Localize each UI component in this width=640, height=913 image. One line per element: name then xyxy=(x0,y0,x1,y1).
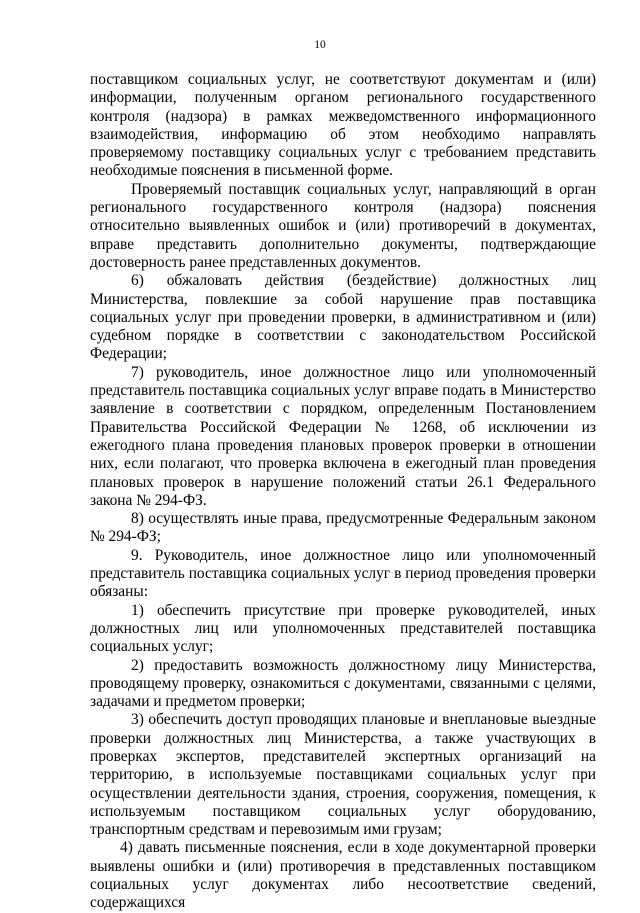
paragraph-duty-3: 3) обеспечить доступ проводящих плановые и внеплановые выездные проверки должностных лиц Министерства, а также участвующих в проверках экспертов, представителей экспертных организаций на территорию, в используемые поставщиками социальных услуг при осуществлении деятельности здания, строения, сооружения, помещения, к используемым поставщиком социальных услуг оборудованию, транспортным средствам и перевозимым ими грузам; xyxy=(90,711,596,839)
paragraph-explanations: Проверяемый поставщик социальных услуг, направляющий в орган регионального государственного контроля (надзора) пояснения относительно выявленных ошибок и (или) противоречий в документах, вправе представить дополнительно документы, подтверждающие достоверность ранее представленных документов. xyxy=(90,180,596,271)
paragraph-duty-4: 4) давать письменные пояснения, если в ходе документарной проверки выявлены ошибки и (или) противоречия в представленных поставщиком социальных услуг документах либо несоответствие сведений, содержащихся xyxy=(90,839,596,912)
paragraph-item-7: 7) руководитель, иное должностное лицо или уполномоченный представитель поставщика социальных услуг вправе подать в Министерство заявление в соответствии с порядком, определенным Постановлением Правительства Российской Федерации № 1268, об исключении из ежегодного плана проведения плановых проверок проверки в отношении них, если полагают, что проверка включена в ежегодный план проведения плановых проверок в нарушение положений статьи 26.1 Федерального закона № 294-ФЗ. xyxy=(90,363,596,509)
paragraph-duty-2: 2) предоставить возможность должностному лицу Министерства, проводящему проверку, ознакомиться с документами, связанными с целями, задачами и предметом проверки; xyxy=(90,656,596,711)
paragraph-continuation: поставщиком социальных услуг, не соответствуют документам и (или) информации, полученным органом регионального государственного контроля (надзора) в рамках межведомственного информационного взаимодействия, информацию об этом необходимо направлять проверяемому поставщику социальных услуг с требованием представить необходимые пояснения в письменной форме. xyxy=(90,71,596,180)
paragraph-item-6: 6) обжаловать действия (бездействие) должностных лиц Министерства, повлекшие за собой нарушение прав поставщика социальных услуг при проведении проверки, в административном и (или) судебном порядке в соответствии с законодательством Российской Федерации; xyxy=(90,272,596,363)
document-body xyxy=(90,71,596,913)
paragraph-duty-1: 1) обеспечить присутствие при проверке руководителей, иных должностных лиц или уполномоченных представителей поставщика социальных услуг; xyxy=(90,601,596,656)
page-number: 10 xyxy=(314,39,326,51)
paragraph-item-9: 9. Руководитель, иное должностное лицо или уполномоченный представитель поставщика социальных услуг в период проведения проверки обязаны: xyxy=(90,546,596,601)
paragraph-item-8: 8) осуществлять иные права, предусмотренные Федеральным законом № 294-ФЗ; xyxy=(90,510,596,546)
